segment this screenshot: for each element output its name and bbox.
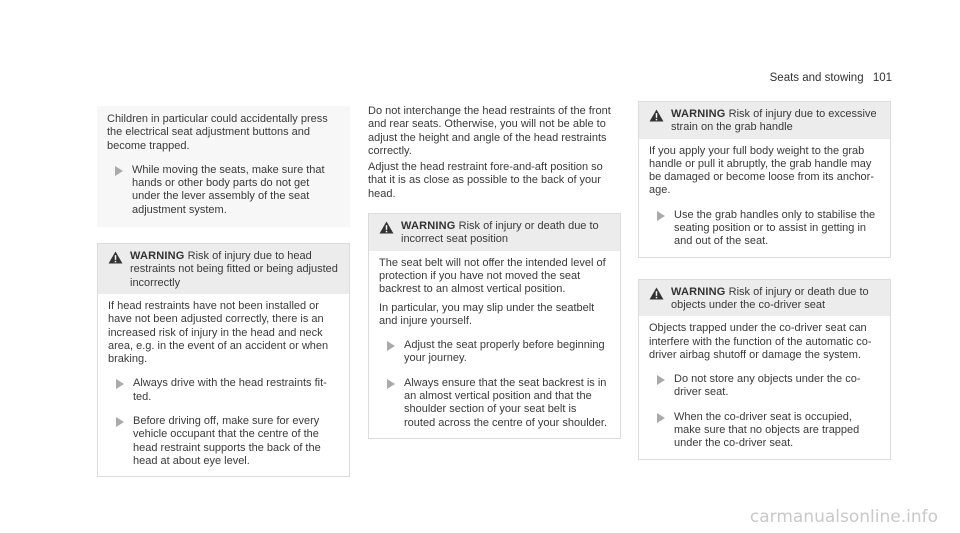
- list-item: [108, 415, 339, 468]
- bullet-arrow-icon: [387, 379, 395, 389]
- bullet-text: Always drive with the head restraints fitted.: [133, 377, 327, 403]
- column-2: [368, 105, 621, 439]
- warning-triangle-icon: [649, 287, 664, 300]
- page-header: [770, 72, 892, 84]
- warning-triangle-icon: [379, 221, 394, 234]
- warning-body: [639, 316, 890, 458]
- bullet-arrow-icon: [116, 379, 124, 389]
- warning-title: Risk of injury due to head restraints not being fitted or being adjusted incorrectly: [130, 250, 338, 289]
- bullet-arrow-icon: [657, 375, 665, 385]
- list-item: [649, 209, 880, 249]
- list-item: [107, 164, 340, 217]
- bullet-arrow-icon: [387, 341, 395, 351]
- bullet-arrow-icon: [115, 166, 123, 176]
- warning-header: [98, 244, 349, 294]
- bullet-text: Do not store any objects under the co-driver seat.: [674, 373, 861, 399]
- bullet-text: Adjust the seat properly before beginning your journey.: [404, 339, 605, 365]
- list-item: [649, 373, 880, 400]
- warning-body: [98, 294, 349, 476]
- warning-text: In particular, you may slip under the seatbelt and injure yourself.: [379, 301, 595, 327]
- warning-text: Objects trapped under the co-driver seat can interfere with the function of the automatic co-driver airbag shutoff or damage the system.: [649, 322, 872, 361]
- column-3: [638, 101, 891, 460]
- warning-header: [369, 214, 620, 251]
- warning-label: WARNING: [671, 108, 726, 120]
- intro-box: [97, 106, 350, 227]
- intro-panel: [97, 106, 350, 227]
- warning-header: [639, 102, 890, 139]
- bullet-text: When the co-driver seat is occupied, make sure that no objects are trapped under the co-driver seat.: [674, 410, 860, 450]
- paragraph: Adjust the head restraint fore-and-aft position so that it is as close as possible to the back of your head.: [368, 161, 603, 200]
- warning-header: [639, 280, 890, 317]
- list-item: [379, 339, 610, 366]
- warning-title: Risk of injury or death due to objects under the co-driver seat: [671, 285, 869, 311]
- section-title: Seats and stowing: [769, 72, 864, 84]
- warning-box: [97, 243, 350, 477]
- bullet-text: Before driving off, make sure for every vehicle occupant that the centre of the head restraint supports the back of the head at about eye level.: [133, 415, 321, 467]
- column-1: [97, 106, 350, 477]
- list-item: [108, 377, 339, 404]
- list-item: [379, 377, 610, 430]
- bullet-text: Use the grab handles only to stabilise the seating position or to assist in getting in and out of the seat.: [674, 208, 876, 248]
- bullet-arrow-icon: [657, 211, 665, 221]
- warning-text: The seat belt will not offer the intended level of protection if you have not moved the seat backrest to an almost vertical position.: [379, 256, 606, 296]
- bullet-text: While moving the seats, make sure that hands or other body parts do not get under the lever assembly of the seat adjustment system.: [132, 163, 325, 216]
- warning-text: If head restraints have not been installed or have not been adjusted correctly, there is an increased risk of injury in the head and neck area, e.g. in the event of an accident or when braking.: [108, 299, 329, 366]
- warning-label: WARNING: [130, 250, 185, 263]
- bullet-arrow-icon: [657, 413, 665, 423]
- warning-text: If you apply your full body weight to the grab handle or pull it abruptly, the grab handle may be damaged or become loose from its anchorage.: [649, 144, 875, 197]
- warning-title: Risk of injury due to excessive strain on the grab handle: [671, 108, 877, 134]
- warning-body: [639, 139, 890, 257]
- page-number: 101: [872, 72, 892, 84]
- intro-text: Children in particular could accidentally press the electrical seat adjustment buttons and become trapped.: [107, 113, 328, 152]
- warning-label: WARNING: [401, 220, 456, 233]
- paragraph: Do not interchange the head restraints of the front and rear seats. Otherwise, you will not be able to adjust the height and angle of the head restraints correctly.: [368, 105, 611, 157]
- list-item: [649, 411, 880, 451]
- bullet-text: Always ensure that the seat backrest is in an almost vertical position and that the shoulder section of your seat belt is routed across the centre of your shoulder.: [404, 376, 608, 429]
- warning-box: [368, 213, 621, 439]
- warning-title: Risk of injury or death due to incorrect seat position: [401, 220, 599, 246]
- warning-body: [369, 251, 620, 438]
- warning-box: [638, 279, 891, 460]
- warning-triangle-icon: [649, 109, 664, 122]
- watermark: carmanualsonline.info: [749, 507, 938, 527]
- warning-box: [638, 101, 891, 258]
- warning-triangle-icon: [108, 251, 123, 264]
- warning-label: WARNING: [671, 285, 726, 298]
- bullet-arrow-icon: [116, 417, 124, 427]
